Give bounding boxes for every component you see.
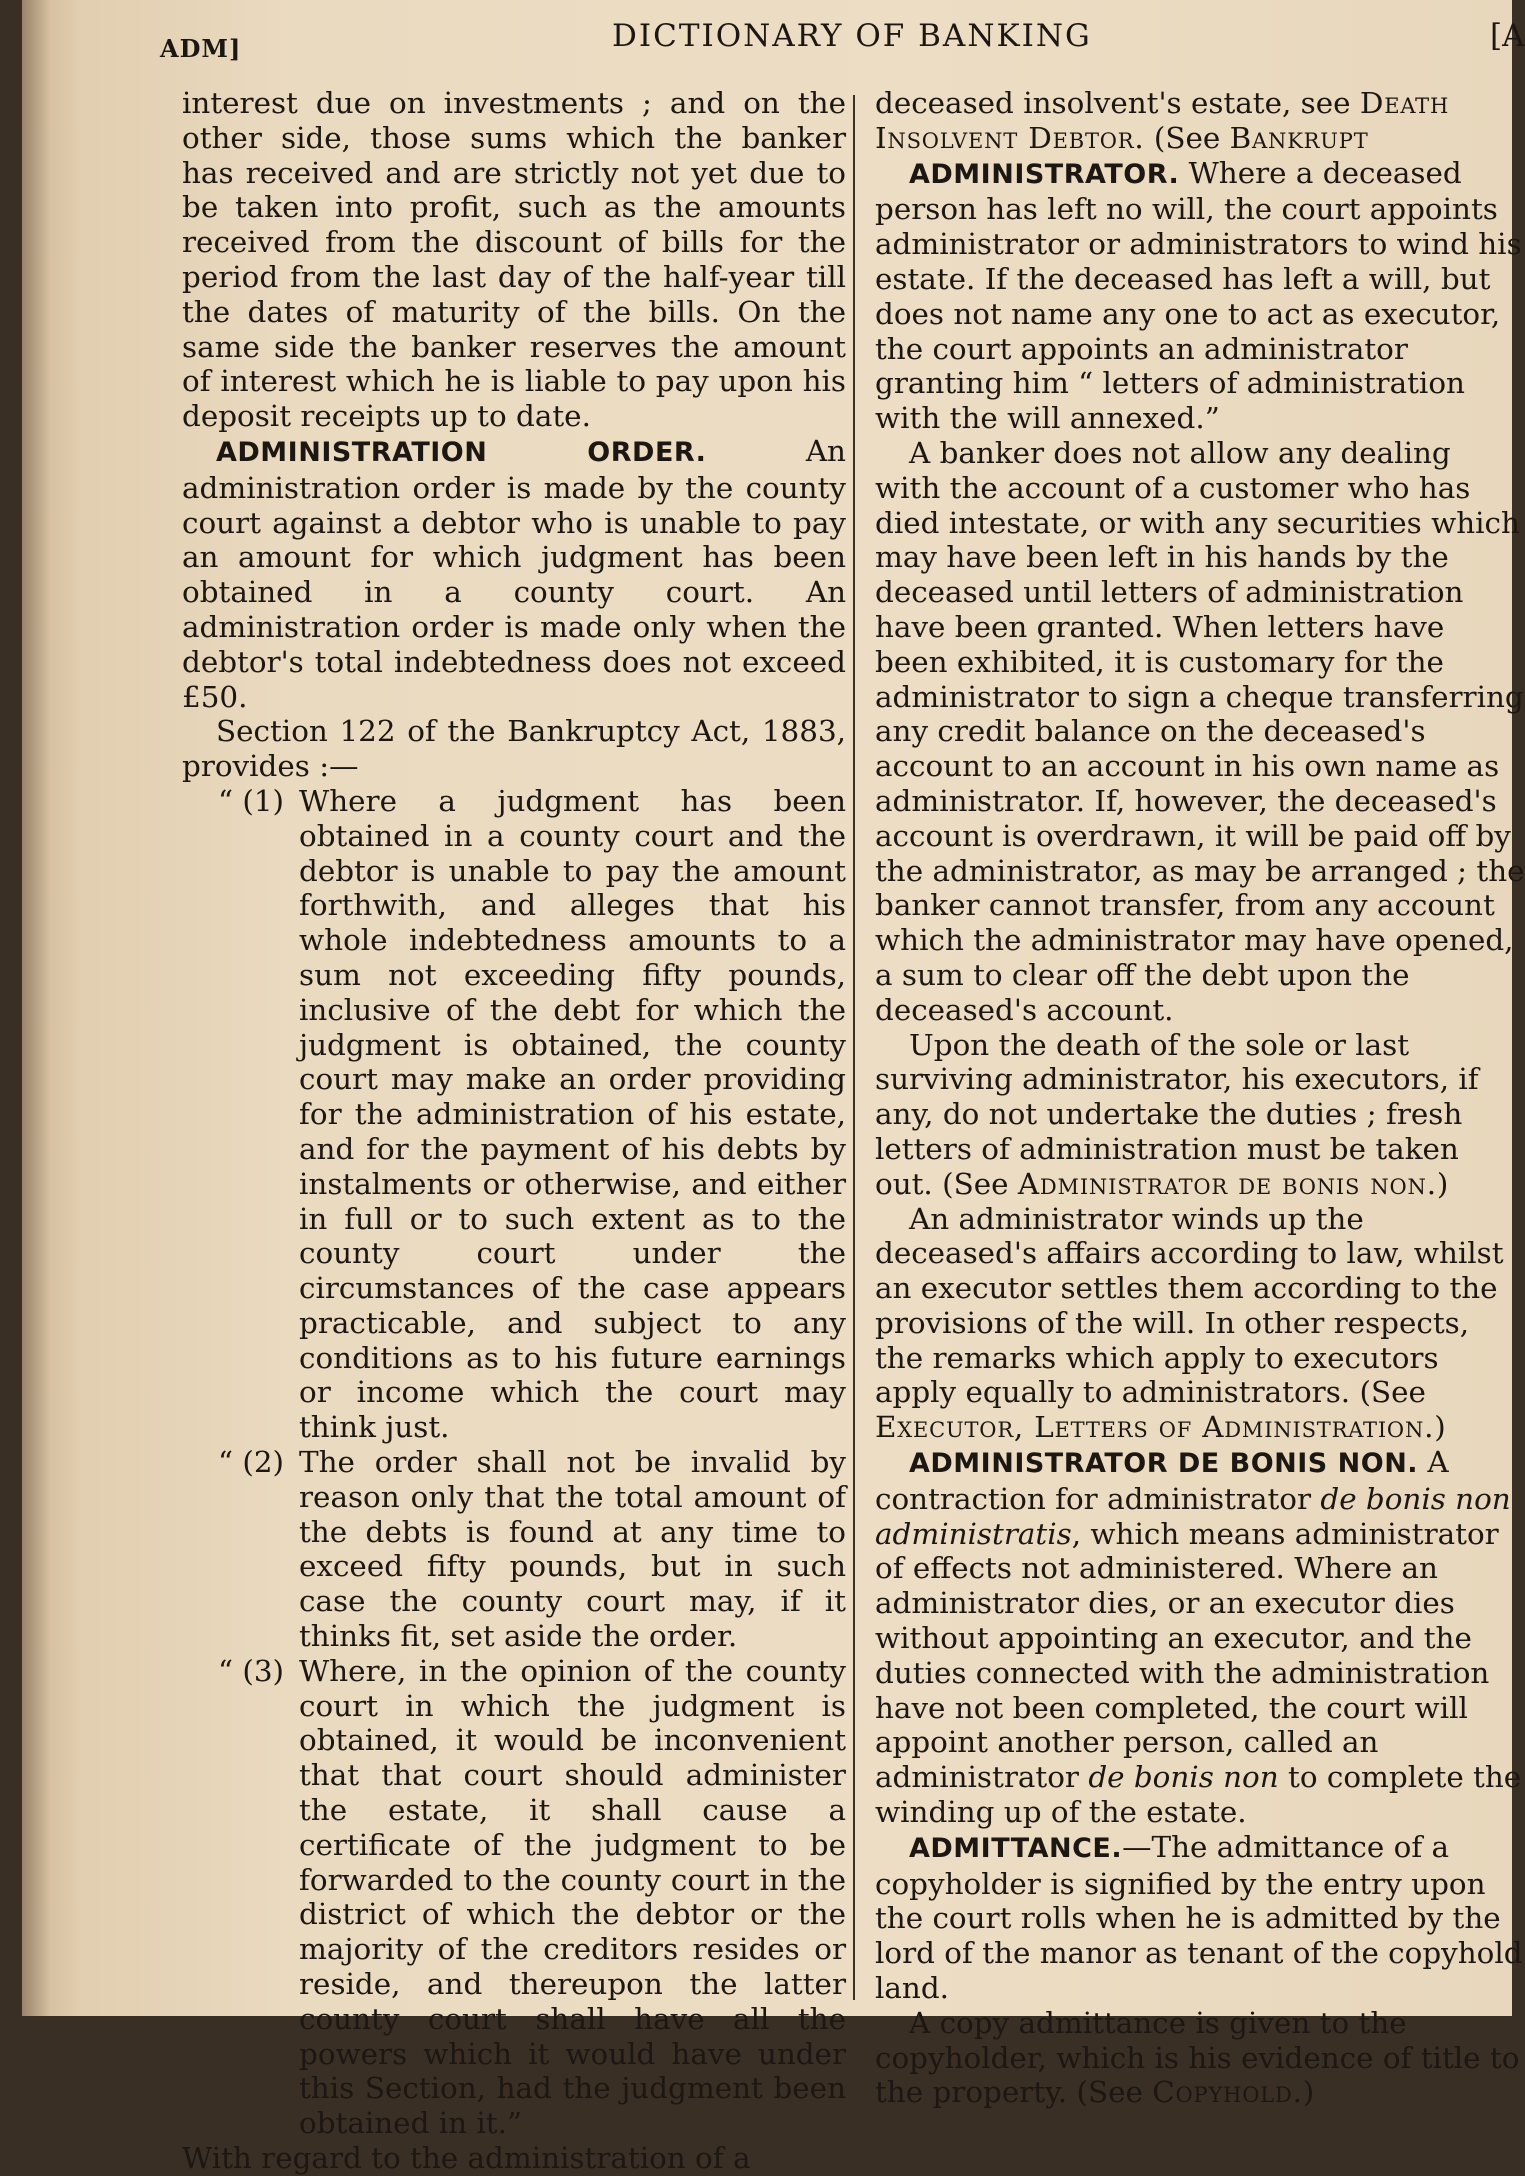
quote-number: “ (2) <box>218 1445 284 1480</box>
running-header <box>22 8 1525 68</box>
header-title: DICTIONARY OF BANKING <box>612 18 1092 54</box>
paragraph-continuation <box>875 86 1525 156</box>
text: A contraction for administrator <box>875 1445 1449 1516</box>
book-page <box>22 0 1525 2176</box>
quote-text: Where, in the opinion of the county court in which the judgment is obtained, it would be inconvenient that that court should administer the estate, it shall cause a certificate of the judgment to be forwarded to the county court in the district of which the debtor or the majority of the creditors resides or reside, and thereupon the latter county court shall have all the powers which it would have under this Section, had the judgment been obtained in it.” <box>299 1653 846 2141</box>
entry-administration-order <box>182 434 846 714</box>
headword: ADMINISTRATOR DE BONIS NON. <box>909 1448 1419 1480</box>
quote-number: “ (3) <box>218 1653 284 1688</box>
cross-reference: Bankrupt <box>1229 120 1369 155</box>
entry-admittance <box>875 1830 1525 2006</box>
header-guide-word: ADM] <box>160 34 242 63</box>
text: , which means administrator of effects not administered. Where an administrator dies, or an executor dies without appointing an executor, and the duties connected with the administration have not been completed, the court will appoint another person, called an administrator <box>875 1516 1499 1795</box>
text: ) <box>1302 2075 1315 2110</box>
quote-item-1 <box>182 784 846 1445</box>
entry-administrator-de-bonis-non <box>875 1445 1525 1830</box>
paragraph-banker-dealing: A banker does not allow any dealing with the account of a customer who has died intestate, or with any securities which may have been left in his hands by the deceased until letters of administration have been granted. When letters have been exhibited, it is customary for the administrator to sign a cheque transferring any credit balance on the deceased's account to an account in his own name as administrator. If, however, the deceased's account is overdrawn, it will be paid off by the administrator, as may be arranged ; the banker cannot transfer, from any account which the administrator may have opened, a sum to clear off the debt upon the deceased's account. <box>875 435 1525 1027</box>
header-right-guide: [A <box>1490 18 1525 54</box>
paragraph-copy-admittance <box>875 2006 1525 2110</box>
paragraph-administrator-vs-executor <box>875 1202 1525 1446</box>
cross-reference: Executor, Letters of Administration. <box>875 1410 1435 1445</box>
paragraph-administration: With regard to the administration of a <box>182 2141 751 2176</box>
cross-reference: Administrator de bonis non. <box>1017 1166 1437 1201</box>
quote-text: Where a judgment has been obtained in a county court and the debtor is unable to pay the amount forthwith, and alleges that his whole indebtedness amounts to a sum not exceeding fifty pounds, inclusive of the debt for which the judgment is obtained, the county court may make an order providing for the administration of his estate, and for the payment of his debts by instalments or otherwise, and either in full or to such extent as to the county court under the circumstances of the case appears practicable, and subject to any conditions as to his future earnings or income which the court may think just. <box>299 783 846 1445</box>
entry-text: Where a deceased person has left no will, the court appoints administrator or administrators to wind his estate. If the deceased has left a will, but does not name any one to act as executor, the court appoints an administrator granting him “ letters of administration with the will annexed.” <box>875 155 1522 436</box>
text: (See <box>1144 120 1230 155</box>
right-column <box>875 86 1525 2110</box>
cross-reference: Copyhold. <box>1152 2075 1303 2110</box>
paragraph-section-122: Section 122 of the Bankruptcy Act, 1883, provides :— <box>182 714 846 784</box>
quote-text: The order shall not be invalid by reason only that the total amount of the debts is found at any time to exceed fifty pounds, but in such case the county court may, if it thinks fit, set aside the order. <box>299 1445 846 1654</box>
headword: ADMITTANCE. <box>909 1832 1123 1864</box>
entry-text: —The admittance of a copyholder is signified by the entry upon the court rolls when he is admitted by the lord of the manor as tenant of the copyhold land. <box>875 1829 1523 2006</box>
text: deceased insolvent's estate, see <box>875 86 1360 120</box>
left-column <box>182 86 846 2176</box>
paragraph-death-of-administrator <box>875 1028 1525 1202</box>
headword: ADMINISTRATOR. <box>909 158 1180 190</box>
paragraph-continuation: interest due on investments ; and on the other side, those sums which the banker has received and are strictly not yet due to be taken into profit, such as the amounts received from the discount of bills for the period from the last day of the half-year till the dates of maturity of the bills. On the same side the banker reserves the amount of interest which he is liable to pay upon his deposit receipts up to date. <box>182 86 846 434</box>
quote-item-3 <box>182 1654 846 2141</box>
text: Upon the death of the sole or last surviving administrator, his executors, if any, do not undertake the duties ; fresh letters of administration must be taken out. (See <box>875 1027 1479 1201</box>
binding-shadow <box>22 0 50 2016</box>
entry-text: An administration order is made by the county court against a debtor who is unable to pay an amount for which judgment has been obtained in a county court. An administration order is made only when the debtor's total indebtedness does not exceed £50. <box>182 433 846 714</box>
entry-administrator <box>875 156 1525 436</box>
cross-reference: Death Insolvent Debtor. <box>875 86 1450 155</box>
text: ) <box>1434 1410 1446 1445</box>
text: An administrator winds up the deceased's affairs according to law, whilst an executor settles them according to the provisions of the will. In other respects, the remarks which apply to executors apply equally to administrators. (See <box>875 1201 1504 1410</box>
quote-item-2 <box>182 1445 846 1654</box>
quote-number: “ (1) <box>218 783 284 818</box>
text: A copy admittance is given to the copyholder, which is his evidence of title to the property. (See <box>875 2005 1520 2110</box>
headword: ADMINISTRATION ORDER. <box>216 436 707 468</box>
text: to complete the winding up of the estate. <box>875 1760 1522 1830</box>
column-divider <box>853 95 855 2000</box>
latin-phrase: de bonis non administratis <box>875 1481 1511 1551</box>
latin-phrase: de bonis non <box>1088 1760 1279 1795</box>
text: ) <box>1436 1166 1449 1201</box>
